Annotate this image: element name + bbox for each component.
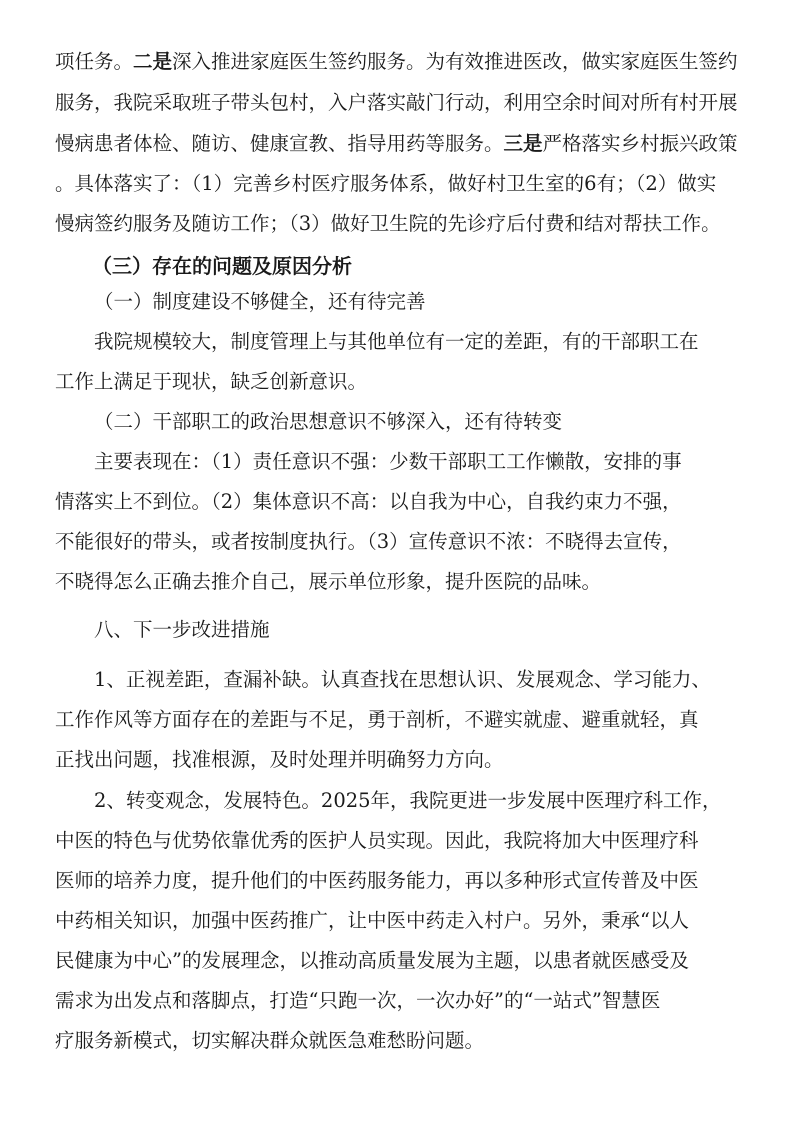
para1-line-3 <box>0 128 793 160</box>
item1-line-3: 正找出问题，找准根源，及时处理并明确努力方向。 <box>55 748 504 771</box>
item1-line-1: 1、正视差距，查漏补缺。认真查找在思想认识、发展观念、学习能力、 <box>94 668 711 691</box>
item2-line-1: 2、转变观念，发展特色。2025年，我院更进一步发展中医理疗科工作， <box>94 789 722 812</box>
para1-line-1 <box>0 46 793 78</box>
subheading-1: （一）制度建设不够健全，还有待完善 <box>94 290 426 313</box>
bold-marker-san: 三是 <box>503 132 543 155</box>
para1-line-2: 服务，我院采取班子带头包村，入户落实敲门行动，利用空余时间对所有村开展 <box>55 91 738 114</box>
section-heading-next-steps: 八、下一步改进措施 <box>94 618 270 641</box>
item2-line-7: 疗服务新模式，切实解决群众就医急难愁盼问题。 <box>55 1029 485 1052</box>
item2-line-4: 中药相关知识，加强中医药推广，让中医中药走入村户。另外，秉承“以人 <box>55 909 689 932</box>
sub2-line-3: 不能很好的带头，或者按制度执行。（3）宣传意识不浓：不晓得去宣传， <box>55 530 682 553</box>
para1-line-5: 慢病签约服务及随访工作；（3）做好卫生院的先诊疗后付费和结对帮扶工作。 <box>55 212 721 235</box>
text: 深入推进家庭医生签约服务。为有效推进医改，做实家庭医生签约 <box>172 50 738 73</box>
para1-line-4: 。具体落实了：（1）完善乡村医疗服务体系，做好村卫生室的6有；（2）做实 <box>55 172 717 195</box>
item2-line-2: 中医的特色与优势依靠优秀的医护人员实现。因此，我院将加大中医理疗科 <box>55 829 699 852</box>
sub1-line-2: 工作上满足于现状，缺乏创新意识。 <box>55 370 368 393</box>
subheading-2: （二）干部职工的政治思想意识不够深入，还有待转变 <box>94 410 563 433</box>
sub2-line-2: 情落实上不到位。（2）集体意识不高：以自我为中心，自我约束力不强， <box>55 490 682 513</box>
sub2-line-1: 主要表现在：（1）责任意识不强：少数干部职工工作懒散，安排的事 <box>94 450 682 473</box>
item2-line-5: 民健康为中心”的发展理念，以推动高质量发展为主题，以患者就医感受及 <box>55 949 689 972</box>
item2-line-6: 需求为出发点和落脚点，打造“只跑一次，一次办好”的“一站式”智慧医 <box>55 989 661 1012</box>
item2-line-3: 医师的培养力度，提升他们的中医药服务能力，再以多种形式宣传普及中医 <box>55 869 699 892</box>
sub2-line-4: 不晓得怎么正确去推介自己，展示单位形象，提升医院的品味。 <box>55 570 602 593</box>
text: 项任务。 <box>55 50 134 73</box>
section-heading-problems: （三）存在的问题及原因分析 <box>92 254 352 278</box>
sub1-line-1: 我院规模较大，制度管理上与其他单位有一定的差距，有的干部职工在 <box>94 330 699 353</box>
text: 慢病患者体检、随访、健康宣教、指导用药等服务。 <box>55 132 504 155</box>
bold-marker-er: 二是 <box>133 50 173 73</box>
item1-line-2: 工作作风等方面存在的差距与不足，勇于剖析，不避实就虚、避重就轻，真 <box>55 708 699 731</box>
text: 严格落实乡村振兴政策 <box>542 132 738 155</box>
